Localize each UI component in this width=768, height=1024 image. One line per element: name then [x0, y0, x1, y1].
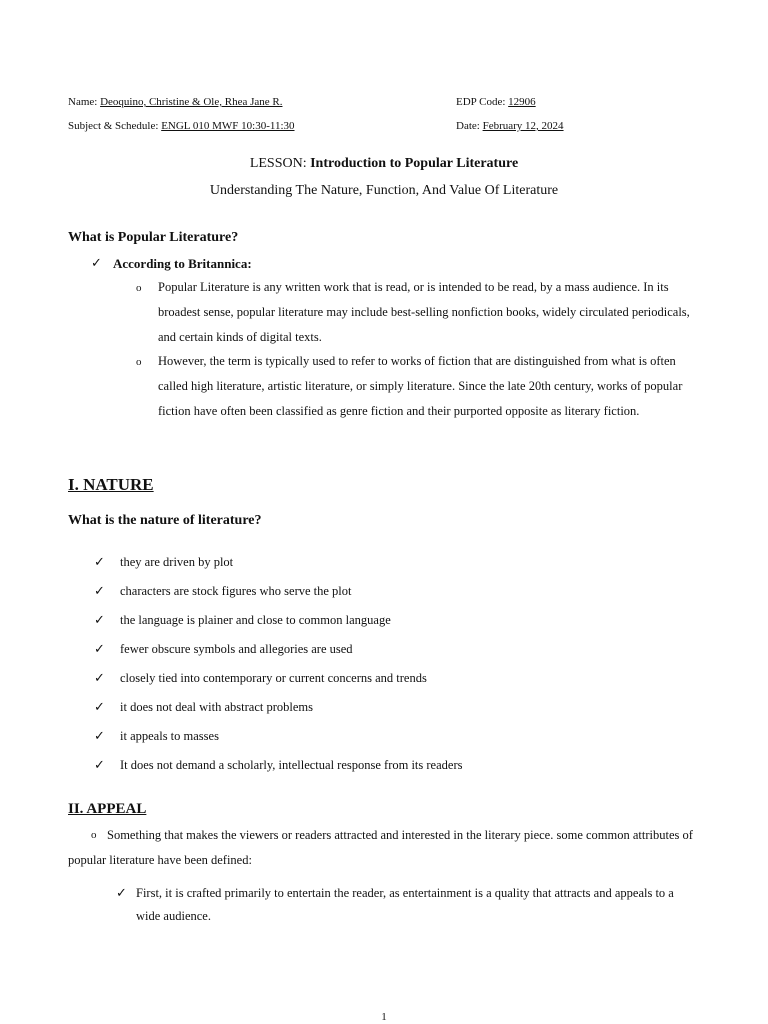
nature-item: it does not deal with abstract problems [120, 700, 314, 714]
lesson-subtitle: Understanding The Nature, Function, And Value Of Literature [209, 183, 559, 198]
check-icon: ✓ [94, 612, 105, 627]
subject-line [68, 120, 295, 132]
nature-item: the language is plainer and close to common language [120, 613, 391, 627]
popular-bullet-1: Popular Literature is any written work that is read, or is intended to be read, by a mass audience. In its broadest sense, popular literature may include best-selling nonfiction books, widely circulated periodicals, and certain kinds of digital texts. [158, 280, 690, 344]
nature-item: it appeals to masses [120, 729, 219, 743]
appeal-heading: II. APPEAL [68, 801, 147, 817]
date-line [456, 120, 564, 132]
appeal-intro: Something that makes the viewers or readers attracted and interested in the literary piece. some common attributes of popular literature have been defined: [68, 828, 693, 867]
check-icon: ✓ [94, 699, 105, 714]
check-icon: ✓ [94, 670, 105, 685]
date-value: February 12, 2024 [482, 120, 564, 132]
lesson-title [0, 156, 768, 172]
bullet-icon: o [136, 282, 142, 294]
lesson-name: Introduction to Popular Literature [310, 156, 519, 171]
subject-label: Subject & Schedule: [68, 120, 162, 132]
bullet-icon: o [136, 356, 142, 368]
nature-item: It does not demand a scholarly, intellectual response from its readers [120, 758, 463, 772]
check-icon: ✓ [116, 885, 127, 900]
popular-question: What is Popular Literature? [68, 230, 239, 245]
nature-item: fewer obscure symbols and allegories are used [120, 642, 353, 656]
nature-item: they are driven by plot [120, 555, 234, 569]
name-label: Name: [68, 96, 101, 108]
edp-code-line [456, 96, 536, 108]
name-line [68, 96, 282, 108]
bullet-icon: o [91, 829, 97, 841]
name-value: Deoquino, Christine & Ole, Rhea Jane R. [100, 96, 283, 108]
check-icon: ✓ [94, 757, 105, 772]
lesson-prefix: LESSON: [249, 156, 311, 171]
nature-item: closely tied into contemporary or current concerns and trends [120, 671, 427, 685]
check-icon: ✓ [94, 728, 105, 743]
check-icon: ✓ [91, 255, 102, 270]
check-icon: ✓ [94, 583, 105, 598]
check-icon: ✓ [94, 554, 105, 569]
appeal-point: First, it is crafted primarily to entertain the reader, as entertainment is a quality that attracts and appeals to a wide audience. [136, 886, 674, 923]
nature-item: characters are stock figures who serve the plot [120, 584, 352, 598]
subject-value: ENGL 010 MWF 10:30-11:30 [161, 120, 295, 132]
popular-bullet-2: However, the term is typically used to refer to works of fiction that are distinguished from what is often called high literature, artistic literature, or simply literature. Since the late 20th century, works of popular fiction have often been classified as genre fiction and their purported opposite as literary fiction. [158, 354, 683, 418]
edp-value: 12906 [508, 96, 536, 108]
nature-question: What is the nature of literature? [68, 513, 262, 528]
nature-heading: I. NATURE [68, 475, 154, 494]
according-label: According to Britannica: [113, 256, 252, 271]
page-number: 1 [381, 1011, 387, 1023]
check-icon: ✓ [94, 641, 105, 656]
date-label: Date: [456, 120, 483, 132]
edp-label: EDP Code: [456, 96, 509, 108]
